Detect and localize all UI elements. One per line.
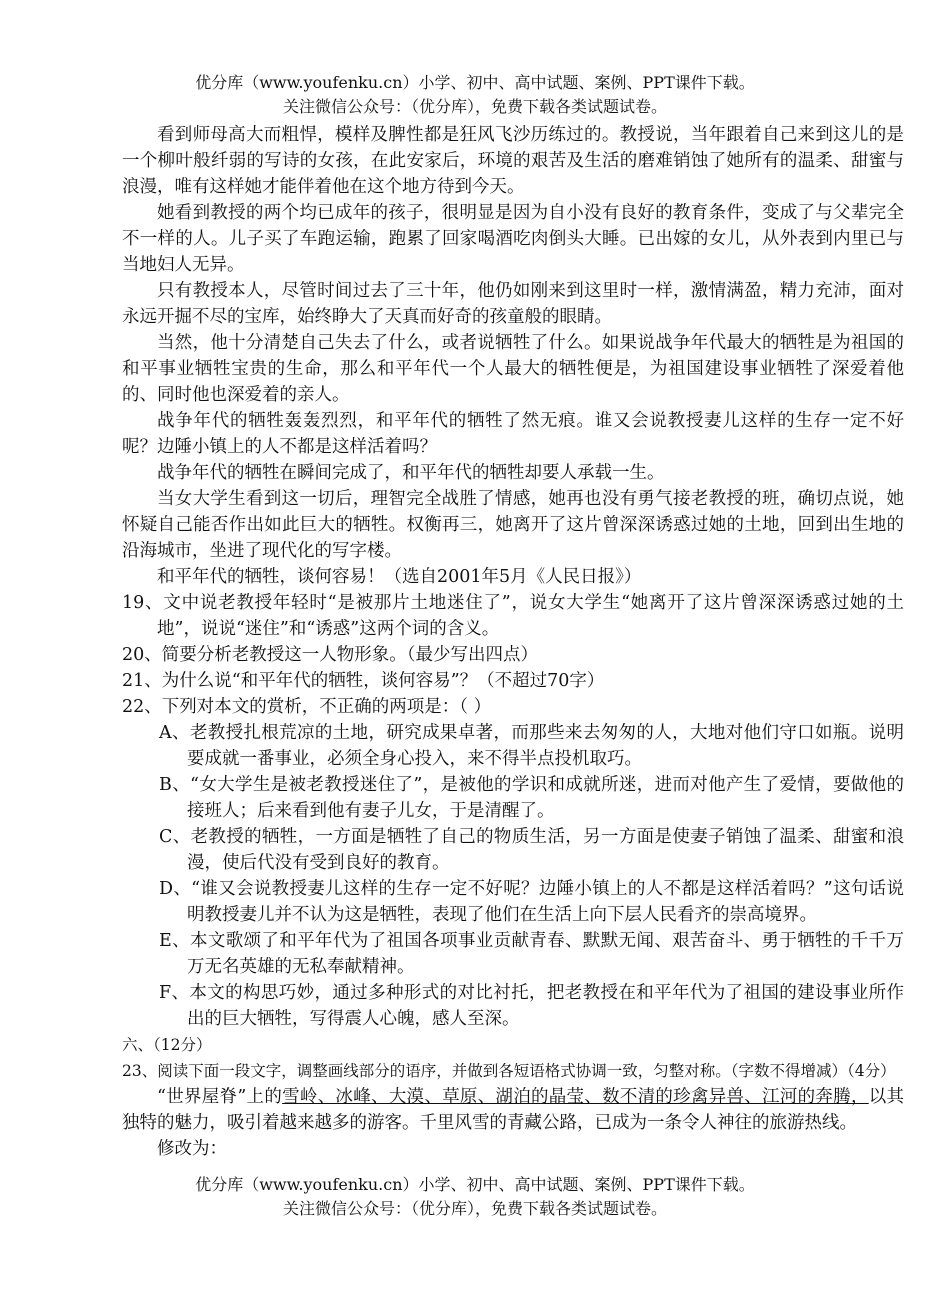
- option-e: E、本文歌颂了和平年代为了祖国各项事业贡献青春、默默无闻、艰苦奋斗、勇于牺牲的千千万万无名英雄的无私奉献精神。: [159, 931, 904, 977]
- footer-line-1: 优分库（www.youfenku.cn）小学、初中、高中试题、案例、PPT课件下载。: [195, 1175, 755, 1194]
- question-19: 19、文中说老教授年轻时“是被那片土地迷住了”，说女大学生“她离开了这片曾深深诱惑过她的土地”，说说“迷住”和“诱惑”这两个词的含义。: [122, 593, 904, 639]
- paragraph: 当女大学生看到这一切后，理智完全战胜了情感，她再也没有勇气接老教授的班，确切点说，她怀疑自己能否作出如此巨大的牺牲。权衡再三，她离开了这片曾深深诱惑过她的土地，回到出生地的沿海城市，坐进了现代化的写字楼。: [122, 489, 904, 561]
- header-line-2: 关注微信公众号：（优分库），免费下载各类试题试卷。: [282, 97, 667, 116]
- section-6-title: 六、（12分）: [122, 1036, 212, 1054]
- paragraph: 只有教授本人，尽管时间过去了三十年，他仍如刚来到这里时一样，激情满盈，精力充沛，面对永远开掘不尽的宝库，始终睁大了天真而好奇的孩童般的眼睛。: [122, 281, 904, 327]
- header-line-1: 优分库（www.youfenku.cn）小学、初中、高中试题、案例、PPT课件下载。: [195, 73, 755, 92]
- paragraph: 看到师母高大而粗悍，模样及脾性都是狂风飞沙历练过的。教授说，当年跟着自己来到这儿的是一个柳叶般纤弱的写诗的女孩，在此安家后，环境的艰苦及生活的磨难销蚀了她所有的温柔、甜蜜与浪漫，唯有这样她才能伴着他在这个地方待到今天。: [122, 125, 904, 197]
- passage-pre: “世界屋脊”上的: [157, 1087, 283, 1107]
- passage-underlined: 雪岭、冰峰、大漠、草原、湖泊的晶莹、数不清的珍禽异兽、江河的奔腾，: [282, 1087, 869, 1107]
- paragraph: 战争年代的牺牲在瞬间完成了，和平年代的牺牲却要人承载一生。: [157, 463, 665, 483]
- article-body: [122, 122, 904, 1162]
- paragraph: 她看到教授的两个均已成年的孩子，很明显是因为自小没有良好的教育条件，变成了与父辈完全不一样的人。儿子买了车跑运输，跑累了回家喝酒吃肉倒头大睡。已出嫁的女儿，从外表到内里已与当地妇人无异。: [122, 203, 904, 275]
- footer-line-2: 关注微信公众号：（优分库），免费下载各类试题试卷。: [282, 1199, 667, 1218]
- option-f: F、本文的构思巧妙，通过多种形式的对比衬托，把老教授在和平年代为了祖国的建设事业所作出的巨大牺牲，写得震人心魄，感人至深。: [159, 983, 904, 1029]
- question-21: 21、为什么说“和平年代的牺牲，谈何容易”？（不超过70字）: [122, 671, 605, 691]
- passage-23: [122, 1084, 904, 1136]
- passage-post: 以其独特的魅力，吸引着越来越多的游客。千里风雪的青藏公路，已成为一条令人神往的旅游热线。: [122, 1087, 904, 1133]
- option-a: A、老教授扎根荒凉的土地，研究成果卓著，而那些来去匆匆的人，大地对他们守口如瓶。说明要成就一番事业，必须全身心投入，来不得半点投机取巧。: [159, 723, 904, 769]
- option-c: C、老教授的牺牲，一方面是牺牲了自己的物质生活，另一方面是使妻子销蚀了温柔、甜蜜和浪漫，使后代没有受到良好的教育。: [159, 827, 904, 873]
- paragraph-source: 和平年代的牺牲，谈何容易！（选自2001年5月《人民日报》）: [157, 567, 642, 587]
- question-22: 22、下列对本文的赏析，不正确的两项是：（ ）: [122, 697, 492, 717]
- paragraph: 当然，他十分清楚自己失去了什么，或者说牺牲了什么。如果说战争年代最大的牺牲是为祖国的和平事业牺牲宝贵的生命，那么和平年代一个人最大的牺牲便是，为祖国建设事业牺牲了深爱着他的、同时他也深爱着的亲人。: [122, 333, 904, 405]
- option-d: D、“谁又会说教授妻儿这样的生存一定不好呢？边陲小镇上的人不都是这样活着吗？”这句话说明教授妻儿并不认为这是牺牲，表现了他们在生活上向下层人民看齐的崇高境界。: [159, 879, 904, 925]
- question-23: 23、阅读下面一段文字，调整画线部分的语序，并做到各短语格式协调一致，匀整对称。（字数不得增减）（4分）: [122, 1062, 896, 1080]
- revise-label: 修改为：: [157, 1139, 227, 1159]
- paragraph: 战争年代的牺牲轰轰烈烈，和平年代的牺牲了然无痕。谁又会说教授妻儿这样的生存一定不好呢？边陲小镇上的人不都是这样活着吗？: [122, 411, 904, 457]
- question-20: 20、简要分析老教授这一人物形象。（最少写出四点）: [122, 645, 539, 665]
- option-b: B、“女大学生是被老教授迷住了”，是被他的学识和成就所迷，进而对他产生了爱情，要做他的接班人；后来看到他有妻子儿女，于是清醒了。: [159, 775, 904, 821]
